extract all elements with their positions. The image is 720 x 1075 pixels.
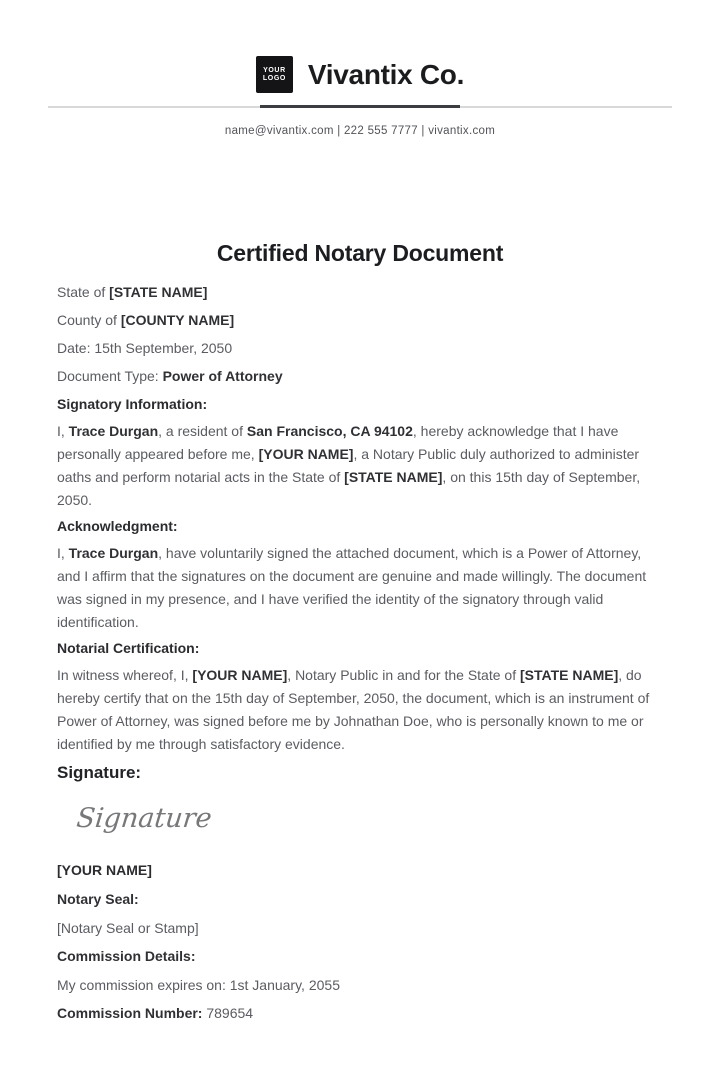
logo-text-line1: YOUR	[263, 66, 286, 74]
notarial-certification-section	[57, 640, 663, 756]
notary-seal-placeholder: [Notary Seal or Stamp]	[57, 919, 199, 936]
acknowledgment-heading: Acknowledgment:	[57, 518, 178, 534]
commission-number-line: Commission Number: 789654	[57, 1005, 254, 1021]
company-name: Vivantix Co.	[307, 58, 465, 90]
notarial-certification-heading: Notarial Certification:	[57, 640, 200, 656]
document-type-line: Document Type: Power of Attorney	[57, 368, 283, 384]
acknowledgment-paragraph: I, Trace Durgan, have voluntarily signed the attached document, which is a Power of Attorney, and I affirm that the signatures on the document are genuine and made willingly. The document was signed in my presence, and I have verified the identity of the signatory through valid identification.	[57, 545, 647, 630]
header-divider	[48, 105, 672, 108]
notary-document-page	[0, 56, 720, 1022]
commission-expiry-line: My commission expires on: 1st January, 2055	[57, 976, 340, 993]
county-line: County of [COUNTY NAME]	[57, 312, 235, 328]
notarial-certification-paragraph: In witness whereof, I, [YOUR NAME], Notary Public in and for the State of [STATE NAME], do hereby certify that on the 15th day of September, 2050, the document, which is an instrument of Power of Attorney, was signed before me by Johnathan Doe, who is personally known to me or identified by me through satisfactory evidence.	[57, 667, 650, 752]
signatory-information-heading: Signatory Information:	[57, 396, 208, 412]
logo-text-line2: LOGO	[262, 74, 286, 82]
signatory-name-placeholder: [YOUR NAME]	[57, 862, 152, 878]
signature-section	[57, 762, 663, 879]
handwritten-signature: Signature	[75, 803, 214, 834]
notary-seal-heading: Notary Seal:	[57, 891, 139, 907]
document-meta	[57, 284, 663, 385]
document-title: Certified Notary Document	[216, 240, 504, 266]
company-logo	[256, 56, 293, 93]
divider-dark-segment	[260, 105, 460, 108]
contact-info: name@vivantix.com | 222 555 7777 | vivantix.com	[224, 125, 496, 137]
notary-details	[57, 891, 663, 1022]
state-line: State of [STATE NAME]	[57, 284, 208, 300]
commission-details-heading: Commission Details:	[57, 948, 196, 964]
date-line: Date: 15th September, 2050	[57, 340, 233, 356]
acknowledgment-section	[57, 518, 663, 634]
letterhead	[57, 56, 663, 93]
signature-heading: Signature:	[57, 763, 142, 782]
signatory-information-section	[57, 396, 663, 512]
signatory-information-paragraph: I, Trace Durgan, a resident of San Francisco, CA 94102, hereby acknowledge that I have personally appeared before me, [YOUR NAME], a Notary Public duly authorized to administer oaths and perform notarial acts in the State of [STATE NAME], on this 15th day of September, 2050.	[57, 423, 641, 508]
